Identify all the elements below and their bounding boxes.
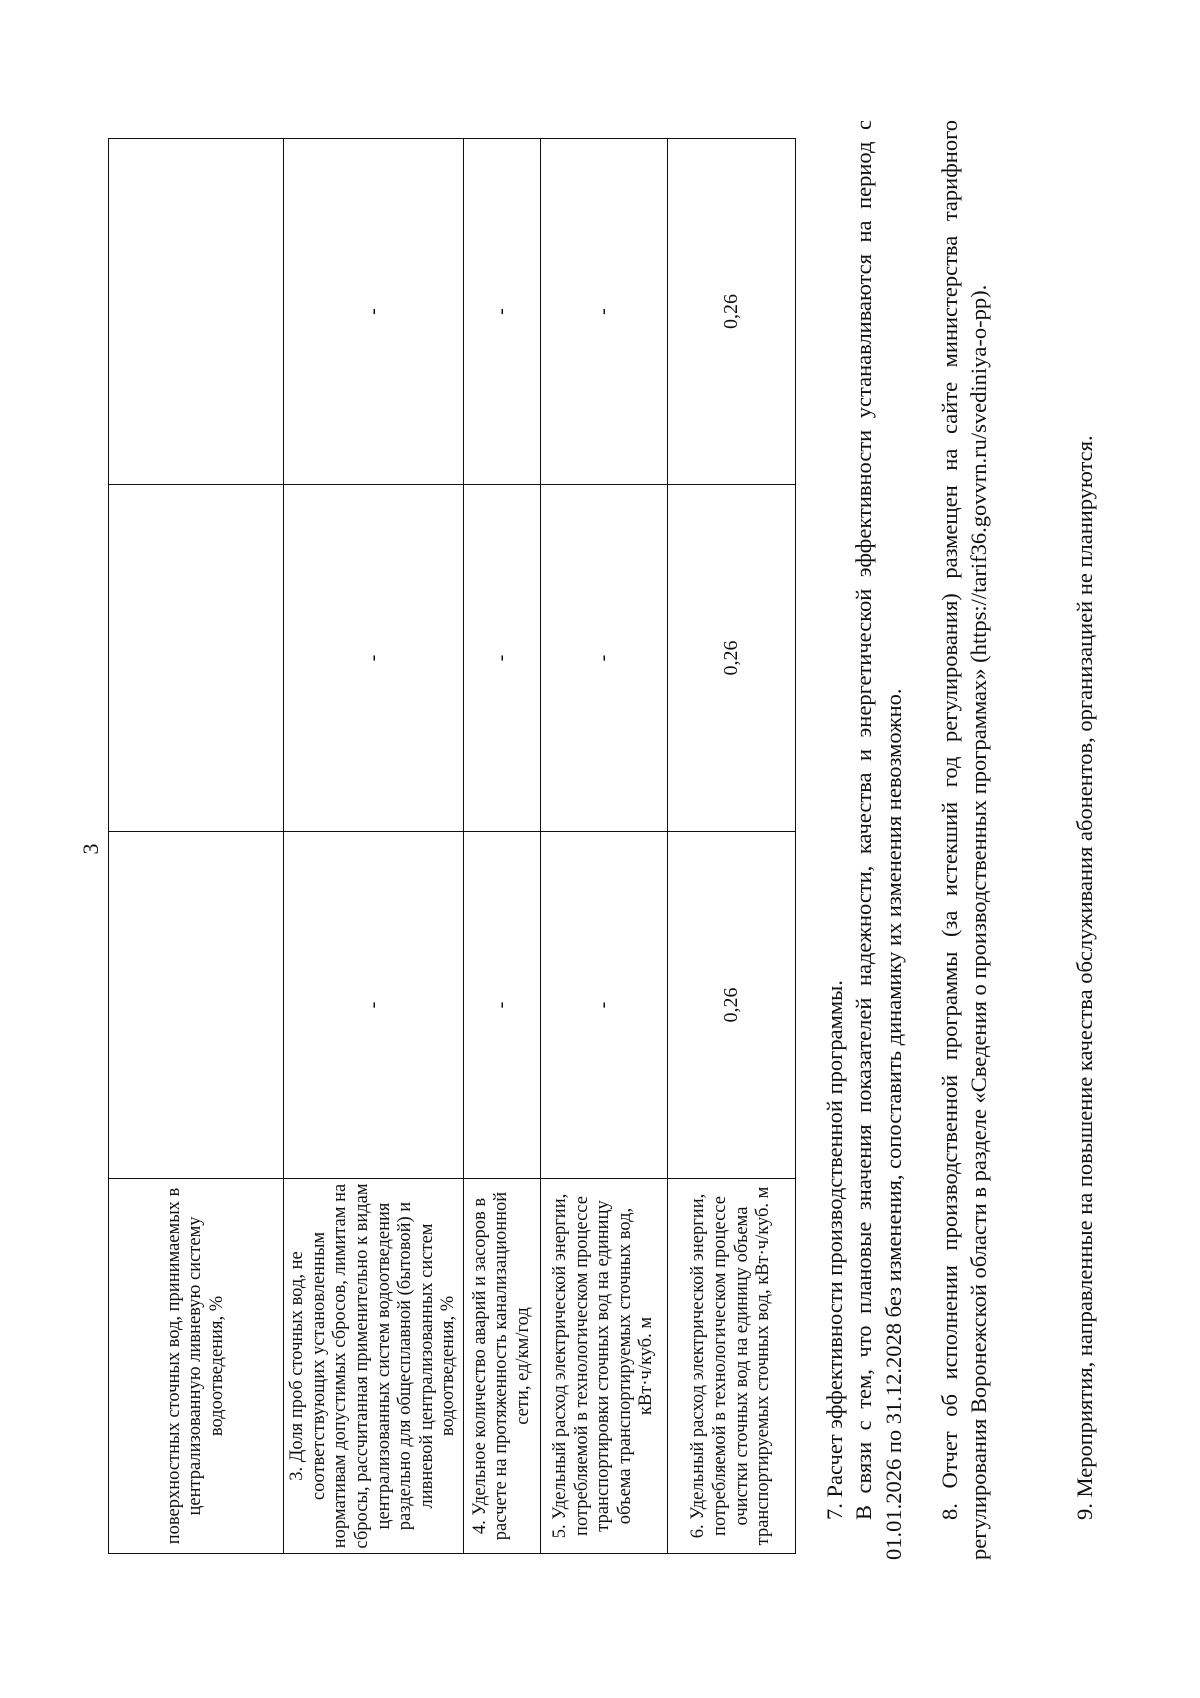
value-cell xyxy=(109,139,284,485)
value-cell: - xyxy=(464,485,541,832)
value-cell: 0,26 xyxy=(668,485,796,832)
indicator-cell: 5. Удельный расход электрической энергии, потребляемой в технологическом процессе транспортировки сточных вод на единицу объема транспортируемых сточных вод, кВт·ч/куб. м xyxy=(541,1179,668,1554)
value-cell: - xyxy=(284,832,464,1179)
section-7-heading: 7. Расчет эффективности производственной программы. xyxy=(822,980,847,1520)
value-cell: - xyxy=(541,832,668,1179)
indicator-cell: 4. Удельное количество аварий и засоров в расчете на протяженность канализационной сети, ед/км/год xyxy=(464,1179,541,1554)
table-row xyxy=(464,139,541,1554)
value-cell: 0,26 xyxy=(668,139,796,485)
value-cell: - xyxy=(284,139,464,485)
table-row xyxy=(284,139,464,1554)
indicator-cell: поверхностных сточных вод, принимаемых в централизованную ливневую систему водоотведения, % xyxy=(109,1179,284,1554)
value-cell xyxy=(109,485,284,832)
section-7-body: В связи с тем, что плановые значения показателей надежности, качества и энергетической эффективности устанавливаются на период с 01.01.2026 по 31.12.2028 без изменения, сопоставить динамику их изменения невозможно. xyxy=(851,120,906,1560)
table-row xyxy=(541,139,668,1554)
value-cell: - xyxy=(464,832,541,1179)
section-8: 8. Отчет об исполнении производственной программы (за истекший год регулирования) размещен на сайте министерства тарифного регулирования Воронежской области в разделе «Сведения о производственных программах» (https://tarif36.govvrn.ru/svediniya-o-pp). xyxy=(937,120,992,1560)
value-cell: 0,26 xyxy=(668,832,796,1179)
indicators-table xyxy=(108,138,796,1554)
table-row xyxy=(109,139,284,1554)
value-cell xyxy=(109,832,284,1179)
page-number: 3 xyxy=(78,843,103,855)
value-cell: - xyxy=(541,139,668,485)
indicator-cell: 3. Доля проб сточных вод, не соответствующих установленным нормативам допустимых сбросов, лимитам на сбросы, рассчитанная применительно к видам централизованных систем водоотведения раздельно для общесплавной (бытовой) и ливневой централизованных систем водоотведения, % xyxy=(284,1179,464,1554)
value-cell: - xyxy=(541,485,668,832)
table-row xyxy=(668,139,796,1554)
indicator-cell: 6. Удельный расход электрической энергии, потребляемой в технологическом процессе очистки сточных вод на единицу объема транспортируемых сточных вод, кВт·ч/куб. м xyxy=(668,1179,796,1554)
value-cell: - xyxy=(284,485,464,832)
value-cell: - xyxy=(464,139,541,485)
section-9: 9. Мероприятия, направленные на повышение качества обслуживания абонентов, организацией не планируются. xyxy=(1072,435,1097,1520)
section-7 xyxy=(820,120,908,1560)
